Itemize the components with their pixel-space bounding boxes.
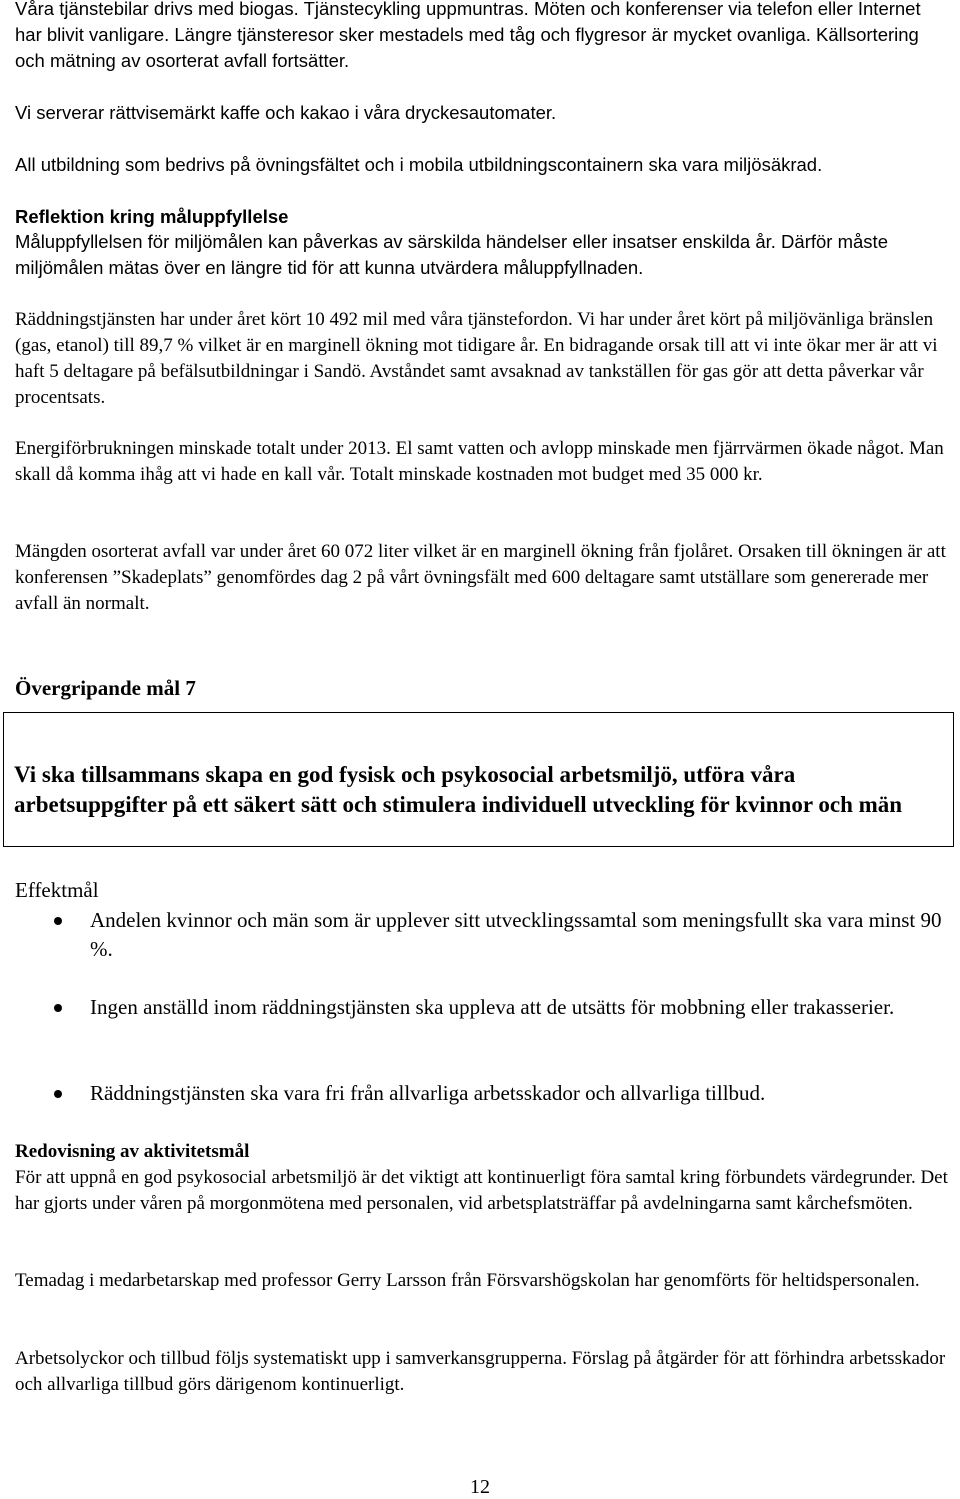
paragraph-waste: Mängden osorterat avfall var under året 60 072 liter vilket är en marginell ökning från fjolåret. Orsaken till ökningen är att konferensen ”Skadeplats” genomfördes dag 2 på vårt övningsfält med 600 deltagare samt utställare som genererade mer avfall än normalt. [15,541,946,614]
list-item-text: Räddningstjänsten ska vara fri från allvarliga arbetsskador och allvarliga tillbud. [90,1081,766,1105]
bullet-icon [54,1004,62,1012]
paragraph-reflection: Måluppfyllelsen för miljömålen kan påverkas av särskilda händelser eller insatser enskilda år. Därför måste miljömålen mätas över en längre tid för att kunna utvärdera måluppfyllnaden. [15,231,888,278]
page-number: 12 [470,1476,490,1498]
bullet-icon [54,917,62,925]
paragraph-report: För att uppnå en god psykosocial arbetsmiljö är det viktigt att kontinuerligt föra samtal kring förbundets värdegrunder. Det har gjorts under våren på morgonmötena med personalen, vid arbetsplatsträffar på avdelningarna samt kårchefsmöten. [15,1167,948,1214]
effektmal-list [15,906,950,1106]
paragraph-accidents: Arbetsolyckor och tillbud följs systematiskt upp i samverkansgrupperna. Förslag på åtgärder för att förhindra arbetsskador och allvarliga tillbud görs därigenom kontinuerligt. [15,1348,946,1395]
reflection-heading: Reflektion kring måluppfyllelse [15,206,289,227]
report-heading: Redovisning av aktivitetsmål [15,1141,250,1162]
paragraph-education: All utbildning som bedrivs på övningsfältet och i mobila utbildningscontainern ska vara miljösäkrad. [15,154,823,175]
effektmal-title: Effektmål [15,878,99,902]
paragraph-mileage: Räddningstjänsten har under året kört 10 492 mil med våra tjänstefordon. Vi har under året kört på miljövänliga bränslen (gas, etanol) till 89,7 % vilket är en marginell ökning mot tidigare år. En bidragande orsak till att vi inte ökar mer är att vi haft 5 deltagare på befälsutbildningar i Sandö. Avståndet samt avsaknad av tankställen för gas gör att detta påverkar vår procentsats. [15,309,938,408]
list-item-text: Ingen anställd inom räddningstjänsten ska uppleva att de utsätts för mobbning eller trakasserier. [90,995,895,1019]
goal-statement: Vi ska tillsammans skapa en god fysisk och psykosocial arbetsmiljö, utföra våra arbetsuppgifter på ett säkert sätt och stimulera individuell utveckling för kvinnor och män [14,762,903,817]
bullet-icon [54,1090,62,1098]
paragraph-coffee: Vi serverar rättvisemärkt kaffe och kakao i våra dryckesautomater. [15,102,557,123]
paragraph-travel: Våra tjänstebilar drivs med biogas. Tjänstecykling uppmuntras. Möten och konferenser via telefon eller Internet har blivit vanligare. Längre tjänsteresor sker mestadels med tåg och flygresor är mycket ovanliga. Källsortering och mätning av osorterat avfall fortsätter. [15,0,921,71]
list-item-text: Andelen kvinnor och män som är upplever sitt utvecklingssamtal som meningsfullt ska vara minst 90 %. [90,908,942,961]
paragraph-theme-day: Temadag i medarbetarskap med professor Gerry Larsson från Försvarshögskolan har genomförts för heltidspersonalen. [15,1270,920,1291]
goal-heading: Övergripande mål 7 [15,676,196,700]
paragraph-energy: Energiförbrukningen minskade totalt under 2013. El samt vatten och avlopp minskade men fjärrvärmen ökade något. Man skall då komma ihåg att vi hade en kall vår. Totalt minskade kostnaden mot budget med 35 000 kr. [15,438,944,485]
